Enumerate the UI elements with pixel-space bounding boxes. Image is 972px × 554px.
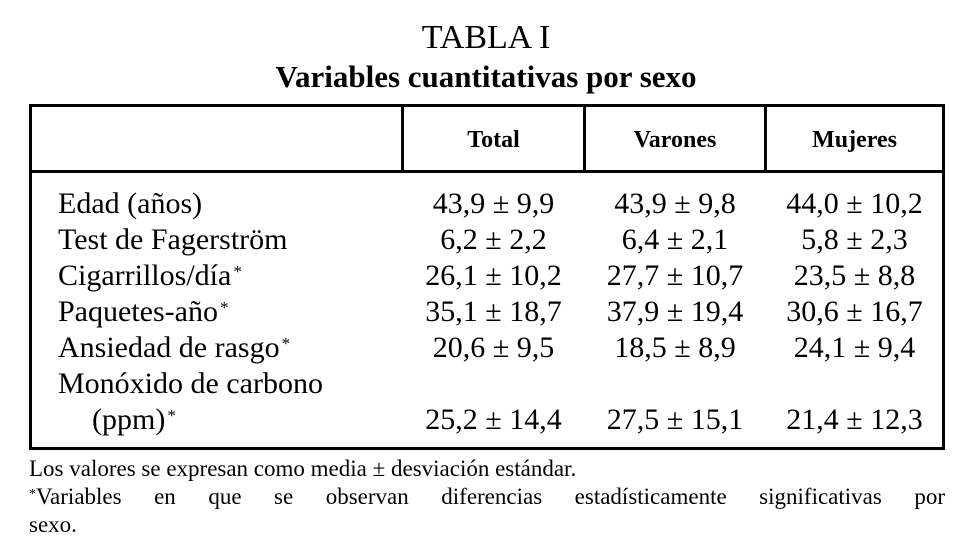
- table-row: [0, 222, 972, 258]
- cell-mujeres: 23,5 ± 8,8: [793, 259, 916, 292]
- cell-mujeres: 24,1 ± 9,4: [793, 331, 916, 364]
- cell-varones: 27,7 ± 10,7: [606, 259, 744, 292]
- table-row: [0, 402, 972, 438]
- row-label: Monóxido de carbono: [58, 367, 323, 400]
- footnote-significance-end: sexo.: [29, 512, 77, 537]
- table-title: Variables cuantitativas por sexo: [275, 59, 697, 94]
- cell-total: 25,2 ± 14,4: [425, 403, 562, 436]
- cell-total: 6,2 ± 2,2: [440, 223, 547, 256]
- cell-total: 20,6 ± 9,5: [432, 331, 555, 364]
- cell-mujeres: 5,8 ± 2,3: [801, 223, 908, 256]
- table-row: [0, 330, 972, 366]
- cell-varones: 18,5 ± 8,9: [614, 331, 736, 364]
- footnote-marker: *: [29, 487, 36, 502]
- column-header-total: Total: [467, 127, 520, 153]
- cell-mujeres: 44,0 ± 10,2: [786, 187, 923, 220]
- cell-mujeres: 21,4 ± 12,3: [786, 403, 923, 436]
- row-label: Test de Fagerström: [58, 223, 288, 256]
- row-label: Ansiedad de rasgo *: [58, 331, 291, 364]
- cell-mujeres: 30,6 ± 16,7: [786, 295, 923, 328]
- cell-varones: 27,5 ± 15,1: [606, 403, 744, 436]
- table-number: TABLA I: [421, 19, 551, 56]
- column-header-varones: Varones: [633, 127, 717, 153]
- row-label: (ppm) *: [92, 403, 176, 436]
- table-row: [0, 294, 972, 330]
- cell-total: 26,1 ± 10,2: [425, 259, 562, 292]
- table-row: [0, 258, 972, 294]
- row-label: Edad (años): [58, 187, 203, 220]
- header-divider: [29, 170, 945, 173]
- cell-total: 43,9 ± 9,9: [432, 187, 555, 220]
- row-label: Paquetes-año *: [58, 295, 229, 328]
- footnote-significance: [29, 483, 945, 511]
- cell-varones: 37,9 ± 19,4: [606, 295, 744, 328]
- table-row: [0, 366, 972, 402]
- row-label: Cigarrillos/día *: [58, 259, 242, 292]
- cell-total: 35,1 ± 18,7: [425, 295, 562, 328]
- footnote-significance-text: Variables en que se observan diferencias estadísticamente significativas por: [36, 484, 945, 509]
- footnote-values: Los valores se expresan como media ± desviación estándar.: [29, 456, 577, 481]
- table-row: [0, 186, 972, 222]
- cell-varones: 43,9 ± 9,8: [614, 187, 736, 220]
- cell-varones: 6,4 ± 2,1: [621, 223, 729, 256]
- column-header-mujeres: Mujeres: [812, 127, 897, 153]
